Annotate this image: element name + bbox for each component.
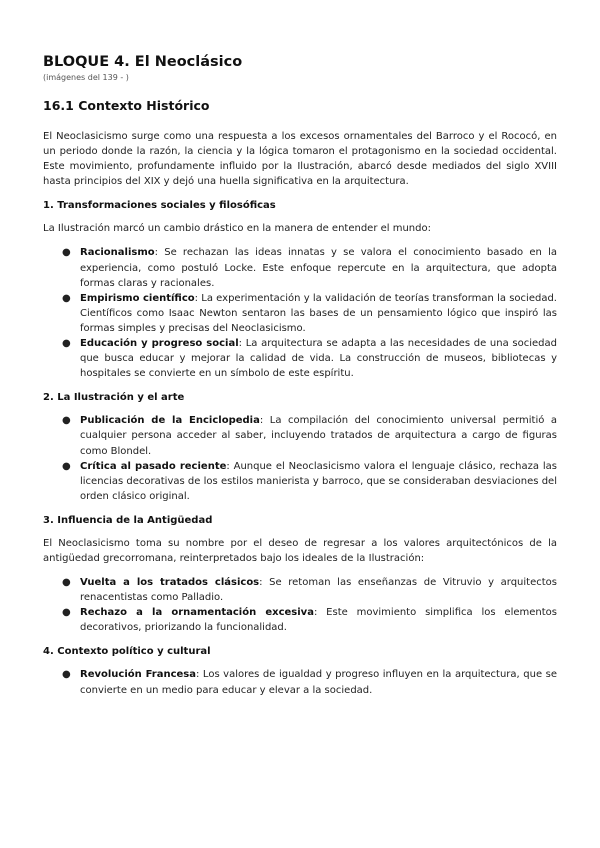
document-title: BLOQUE 4. El Neoclásico — [43, 54, 243, 70]
list-item-text: : La compilación del conocimiento universal permitió a cualquier persona acceder al saber, incluyendo tratados de arquitectura a cargo de figuras como Blondel. — [80, 415, 557, 457]
list-item — [62, 459, 557, 504]
section-intro: El Neoclasicismo surge como una respuesta a los excesos ornamentales del Barroco y el Rococó, en un periodo donde la razón, la ciencia y la lógica tomaron el protagonismo en la sociedad occidental. Este movimiento, profundamente influido por la Ilustración, abarcó desde mediados del siglo XVIII hasta principios del XIX y dejó una huella significativa en la arquitectura. — [43, 131, 557, 188]
part-list-1 — [43, 245, 557, 381]
bullet-icon: ● — [62, 607, 71, 619]
list-item-term: Publicación de la Enciclopedia — [80, 415, 260, 427]
list-item-term: Empirismo científico — [80, 292, 195, 304]
list-item-text: : Este movimiento simplifica los elementos decorativos, priorizando la funcionalidad. — [80, 607, 557, 634]
list-item-text: : La experimentación y la validación de teorías transforman la sociedad. Científicos como Isaac Newton sentaron las bases de un pensamiento lógico que inspiró las formas simples y precisas del Neoclasicismo. — [80, 292, 557, 334]
document-subtitle: (imágenes del 139 - ) — [43, 73, 129, 82]
part-heading-2: 2. La Ilustración y el arte — [43, 392, 185, 404]
document-page — [43, 52, 557, 707]
list-item — [62, 605, 557, 635]
bullet-icon: ● — [62, 338, 71, 350]
bullet-icon: ● — [62, 415, 71, 427]
list-item-text: : Se rechazan las ideas innatas y se valora el conocimiento basado en la experiencia, como postuló Locke. Este enfoque repercute en la arquitectura, que adopta formas claras y racionales. — [80, 247, 557, 289]
list-item-text: : La arquitectura se adapta a las necesidades de una sociedad que busca educar y mejorar la calidad de vida. La construcción de museos, bibliotecas y hospitales se convierte en un símbolo de este espíritu. — [80, 338, 557, 380]
bullet-icon: ● — [62, 577, 71, 589]
part-list-2 — [43, 413, 557, 504]
bullet-icon: ● — [62, 669, 71, 681]
list-item-text: : Los valores de igualdad y progreso influyen en la arquitectura, que se convierte en un medio para educar y elevar a la sociedad. — [80, 669, 557, 696]
part-heading-4: 4. Contexto político y cultural — [43, 646, 211, 658]
list-item — [62, 667, 557, 697]
list-item-text: : Se retoman las enseñanzas de Vitruvio y arquitectos renacentistas como Palladio. — [80, 577, 557, 604]
list-item — [62, 245, 557, 290]
part-heading-3: 3. Influencia de la Antigüedad — [43, 514, 213, 526]
list-item-term: Educación y progreso social — [80, 338, 239, 350]
list-item-term: Rechazo a la ornamentación excesiva — [80, 607, 314, 619]
list-item — [62, 575, 557, 605]
list-item-term: Vuelta a los tratados clásicos — [80, 577, 260, 589]
part-paragraph-1: La Ilustración marcó un cambio drástico en la manera de entender el mundo: — [43, 223, 431, 235]
section-title: 16.1 Contexto Histórico — [43, 98, 210, 113]
list-item — [62, 291, 557, 336]
list-item-term: Racionalismo — [80, 247, 155, 259]
list-item — [62, 413, 557, 458]
list-item-text: : Aunque el Neoclasicismo valora el lenguaje clásico, rechaza las licencias decorativas de los estilos manierista y barroco, que se consideraban desviaciones del orden clásico original. — [80, 460, 557, 502]
list-item-term: Crítica al pasado reciente — [80, 460, 227, 472]
part-list-4 — [43, 667, 557, 697]
bullet-icon: ● — [62, 460, 71, 472]
bullet-icon: ● — [62, 292, 71, 304]
part-paragraph-3: El Neoclasicismo toma su nombre por el deseo de regresar a los valores arquitectónicos de la antigüedad grecorromana, reinterpretados bajo los ideales de la Ilustración: — [43, 537, 557, 564]
list-item-term: Revolución Francesa — [80, 669, 197, 681]
part-heading-1: 1. Transformaciones sociales y filosóficas — [43, 200, 276, 212]
list-item — [62, 336, 557, 381]
part-list-3 — [43, 575, 557, 635]
bullet-icon: ● — [62, 247, 71, 259]
